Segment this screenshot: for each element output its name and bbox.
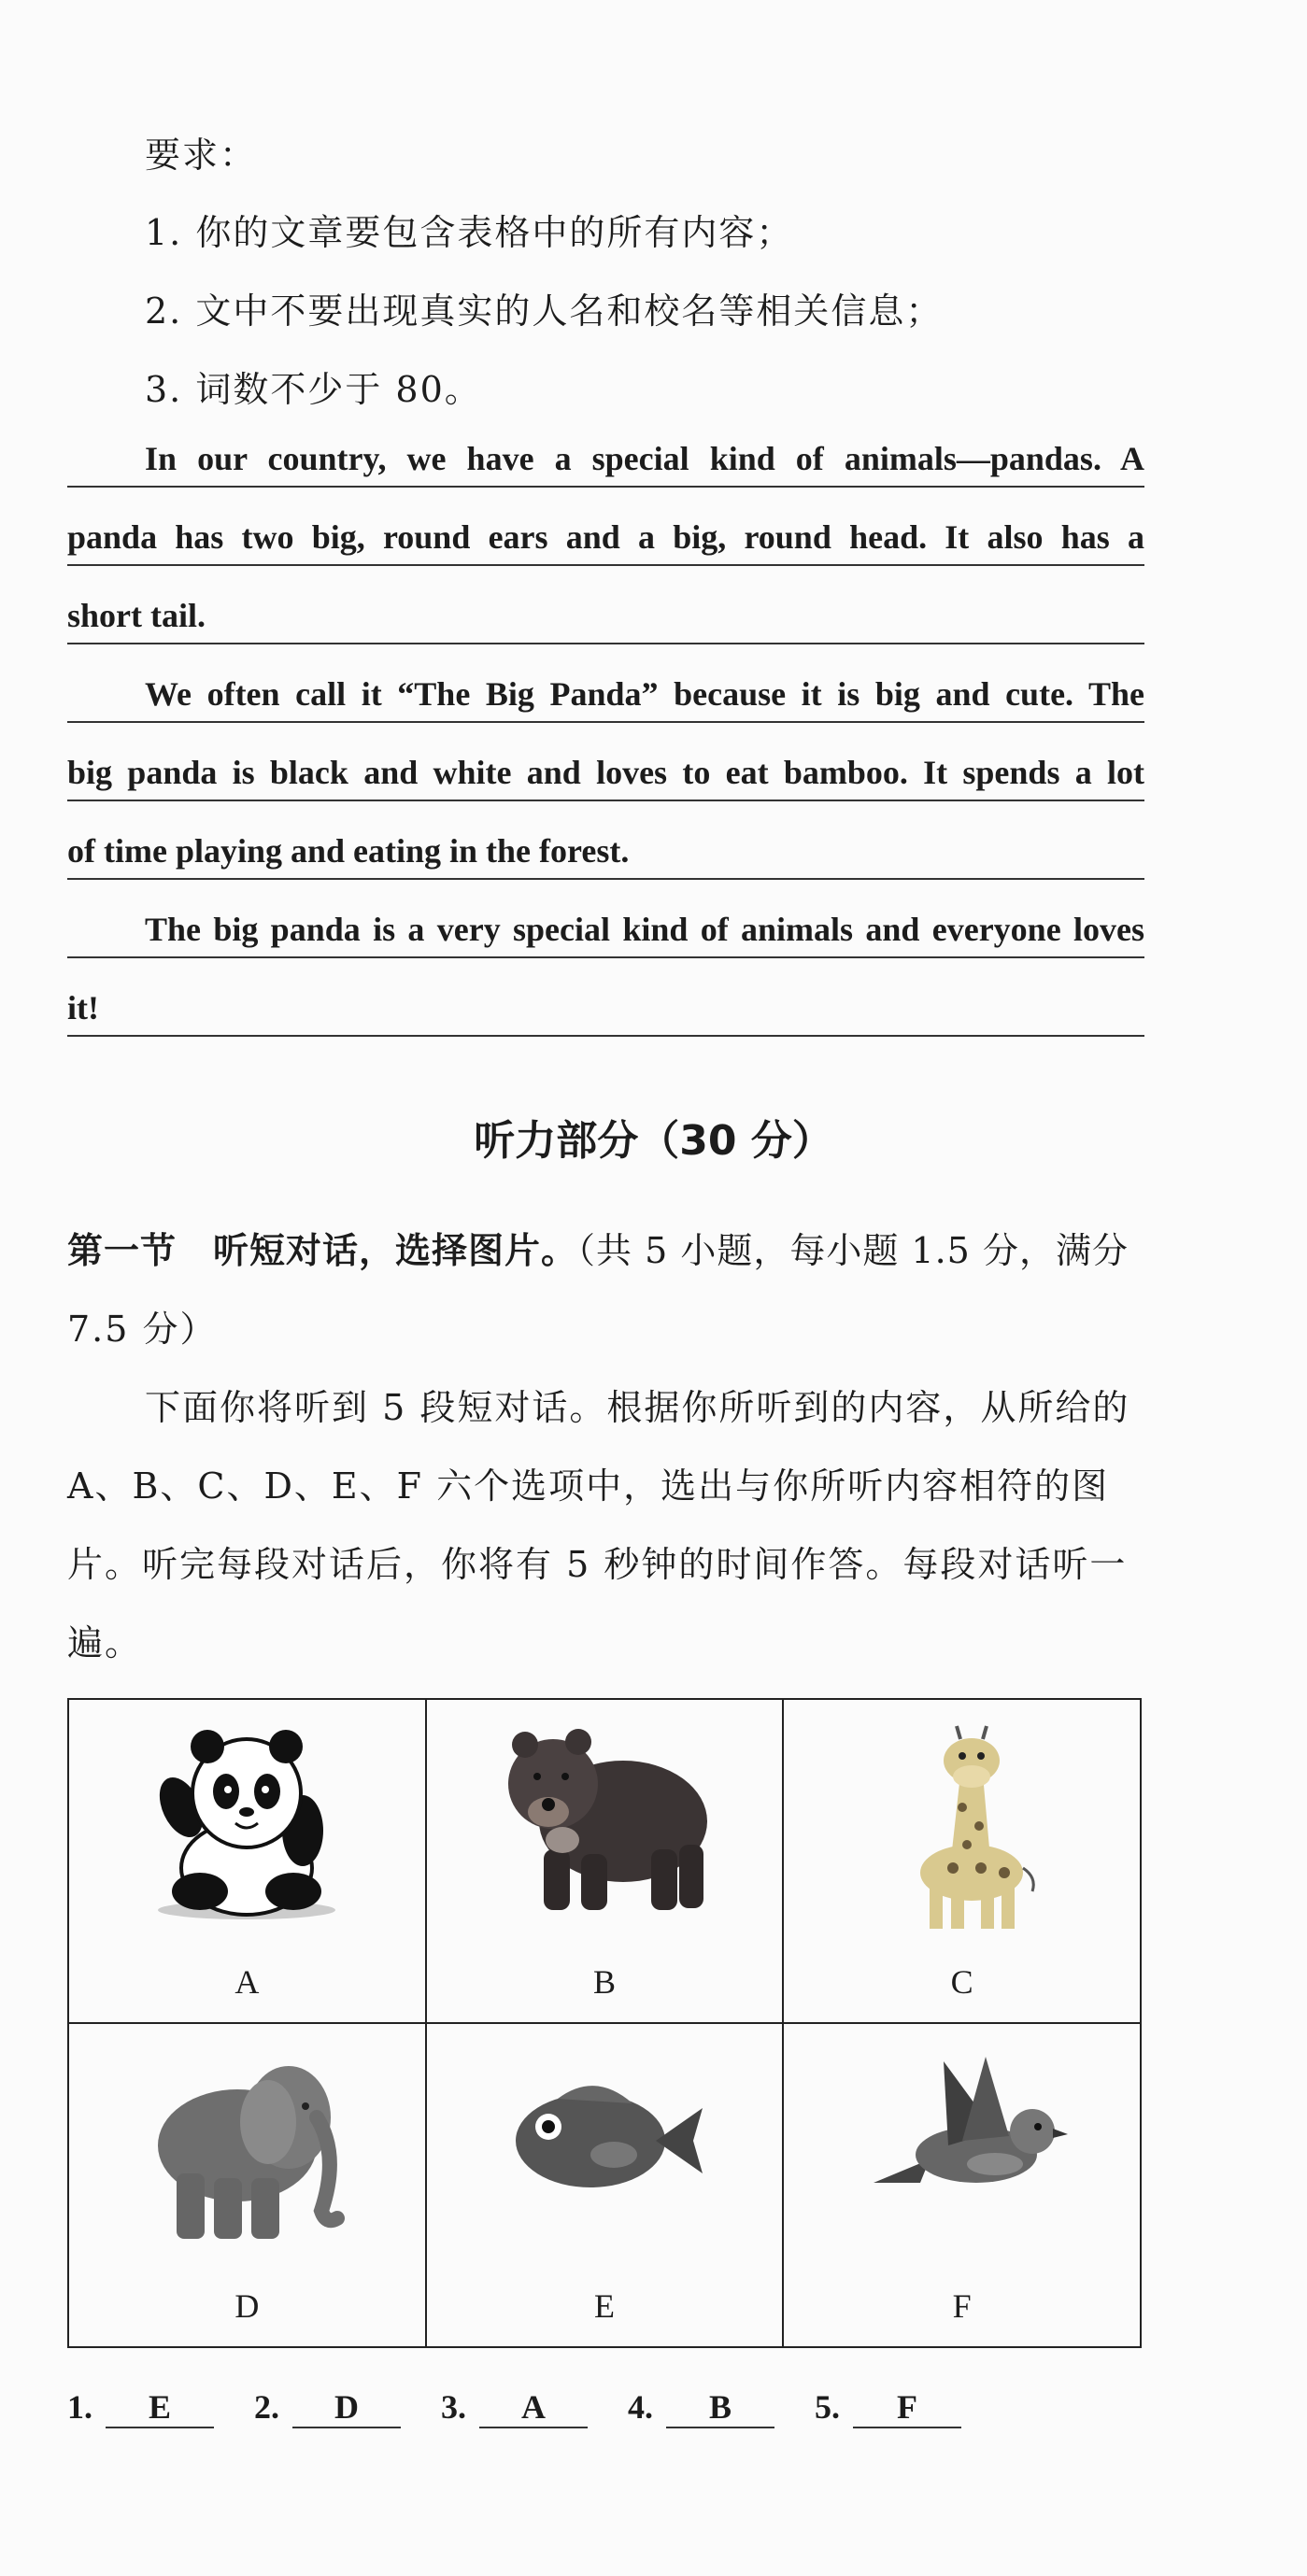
option-letter: A [234, 1963, 260, 2001]
option-letter: D [234, 2287, 260, 2325]
answer-value[interactable]: F [897, 2388, 917, 2426]
section-heading: 听力部分（30 分） [474, 1117, 833, 1165]
essay-line: panda has two big, round ears and a big, round head. It also has a [67, 518, 1144, 556]
option-letter: F [952, 2287, 972, 2325]
fish-icon [502, 2043, 707, 2229]
requirement-item: 1. 你的文章要包含表格中的所有内容； [145, 212, 794, 253]
essay-line: it! [67, 989, 99, 1026]
answer-blank [666, 2427, 774, 2428]
option-cell-d [68, 2023, 426, 2347]
bear-icon [492, 1719, 717, 1924]
essay-line: In our country, we have a special kind of animals—pandas. A [145, 440, 1144, 477]
answer-blank [292, 2427, 401, 2428]
option-cell-c [783, 1699, 1141, 2023]
essay-line: of time playing and eating in the forest. [67, 832, 630, 870]
writing-line [67, 564, 1144, 566]
picture-options-table [67, 1698, 1142, 2348]
option-cell-b [426, 1699, 784, 2023]
option-letter: B [592, 1963, 616, 2001]
essay-line: The big panda is a very special kind of animals and everyone loves [145, 911, 1144, 948]
option-letter: E [594, 2287, 615, 2325]
writing-line [67, 643, 1144, 644]
answer-value[interactable]: E [148, 2388, 171, 2426]
writing-line [67, 1035, 1144, 1037]
instruction-line: A、B、C、D、E、F 六个选项中，选出与你所听内容相符的图 [67, 1465, 1110, 1507]
panda-icon [144, 1719, 349, 1924]
answer-blank [479, 2427, 588, 2428]
answer-number: 5. [815, 2388, 840, 2426]
bird-icon [855, 2043, 1070, 2229]
option-cell-e [426, 2023, 784, 2347]
part1-info: （共 5 小题，每小题 1.5 分，满分 [577, 1230, 1129, 1271]
writing-line [67, 800, 1144, 801]
answer-number: 3. [441, 2388, 466, 2426]
elephant-icon [139, 2043, 354, 2248]
writing-line [67, 721, 1144, 723]
essay-line: big panda is black and white and loves to eat bamboo. It spends a lot [67, 754, 1144, 791]
answer-blank [853, 2427, 961, 2428]
writing-line [67, 878, 1144, 880]
part1-header [67, 1222, 1129, 1273]
option-cell-a [68, 1699, 426, 2023]
answer-blank [106, 2427, 214, 2428]
answer-number: 1. [67, 2388, 92, 2426]
answer-value[interactable]: A [521, 2388, 546, 2426]
option-cell-f [783, 2023, 1141, 2347]
instruction-line: 遍。 [67, 1622, 143, 1663]
instruction-line: 下面你将听到 5 段短对话。根据你所听到的内容，从所给的 [145, 1387, 1130, 1428]
writing-line [67, 956, 1144, 958]
answer-value[interactable]: D [334, 2388, 359, 2426]
answer-number: 4. [628, 2388, 653, 2426]
option-letter: C [950, 1963, 973, 2001]
answer-number: 2. [254, 2388, 279, 2426]
giraffe-icon [878, 1719, 1046, 1933]
part1-info-cont: 7.5 分） [67, 1309, 218, 1350]
writing-line [67, 486, 1144, 488]
requirement-item: 2. 文中不要出现真实的人名和校名等相关信息； [145, 290, 944, 332]
instruction-line: 片。听完每段对话后，你将有 5 秒钟的时间作答。每段对话听一 [67, 1544, 1128, 1585]
part1-title: 第一节 听短对话，选择图片。 [67, 1230, 578, 1271]
requirements-title: 要求： [145, 134, 258, 176]
requirement-item: 3. 词数不少于 80。 [145, 369, 482, 410]
answer-value[interactable]: B [708, 2388, 732, 2426]
essay-line: We often call it “The Big Panda” because it is big and cute. The [145, 675, 1144, 713]
essay-line: short tail. [67, 597, 206, 634]
